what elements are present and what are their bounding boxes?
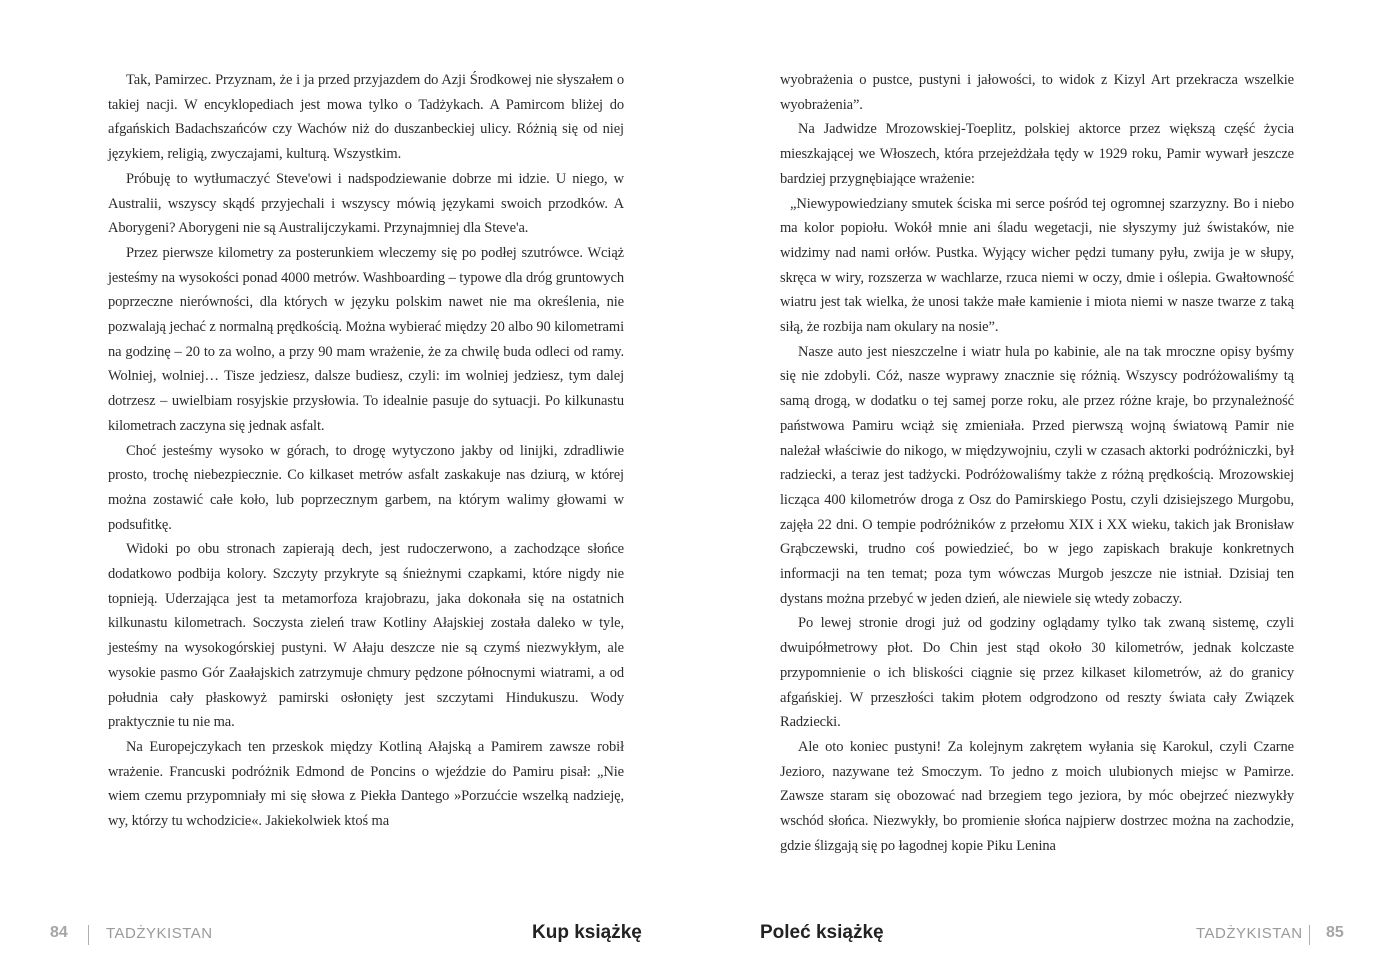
left-running-head: TADŻYKISTAN: [106, 925, 213, 942]
left-page-number: 84: [50, 924, 68, 941]
paragraph: Na Europejczykach ten przeskok między Kotliną Ałajską a Pamirem zawsze robił wrażenie. Francuski podróżnik Edmond de Poncins o wjeździe do Pamiru pisał: „Nie wiem czemu przypomniały mi się słowa z Piekła Dantego »Porzućcie wszelką nadzieję, wy, którzy tu wchodzicie«. Jakiekolwiek ktoś ma: [108, 738, 624, 830]
paragraph: Choć jesteśmy wysoko w górach, to drogę wytyczono jakby od linijki, zdradliwie prosto, trochę niebezpiecznie. Co kilkaset metrów asfalt zaskakuje nas dziurą, w której można zostawić całe koło, lub poprzecznym garbem, na którym walimy głowami w podsufitkę.: [108, 442, 624, 533]
left-page: [108, 68, 624, 834]
paragraph: Po lewej stronie drogi już od godziny oglądamy tylko tak zwaną sistemę, czyli dwuipółmetrowy płot. Do Chin jest stąd około 30 kilometrów, jednak kolczaste przypomnienie o ich bliskości ciągnie się przez kilkaset kilometrów, aż do granicy afgańskiej. W przeszłości takim płotem odgrodzono od reszty świata cały Związek Radziecki.: [780, 615, 1294, 731]
right-running-head: TADŻYKISTAN: [1196, 925, 1303, 942]
block-quote: „Niewypowiedziany smutek ściska mi serce pośród tej ogromnej szarzyzny. Bo i niebo ma kolor popiołu. Wokół mnie ani śladu wegetacji, nie słyszymy już świstaków, nie widzimy nad nami orłów. Pustka. Wyjący wicher pędzi tumany pyłu, zwija je w słupy, skręca w wiry, rozszerza w wachlarze, rzuca niemi w oczy, dmie i oślepia. Gwałtowność wiatru jest tak wielka, że unosi także małe kamienie i miota niemi w nasze twarze z taką siłą, że rozbija nam okulary na nosie”.: [780, 195, 1294, 336]
paragraph: Nasze auto jest nieszczelne i wiatr hula po kabinie, ale na tak mroczne opisy byśmy się nie zdobyli. Cóż, nasze wyprawy znacznie się różnią. Wszyscy podróżowaliśmy tą samą drogą, w dodatku o tej samej porze roku, ale przez różne kraje, bo przynależność państwowa Pamiru wciąż się zmieniała. Przed pierwszą wojną światową Pamir nie należał właściwie do nikogo, w międzywojniu, czyli w czasach aktorki podróżniczki, był radziecki, a teraz jest tadżycki. Podróżowaliśmy także z różną prędkością. Mrozowskiej licząca 400 kilometrów droga z Osz do Pamirskiego Postu, czyli dzisiejszego Murgobu, zajęła 22 dni. O tempie podróżników z przełomu XIX i XX wieku, takich jak Bronisław Grąbczewski, trudno coś powiedzieć, bo w jego zapiskach brakuje konkretnych informacji na ten temat; poza tym wówczas Murgob jeszcze nie istniał. Dzisiaj ten dystans można przebyć w jeden dzień, ale niewiele się wtedy zobaczy.: [780, 343, 1294, 607]
paragraph: Przez pierwsze kilometry za posterunkiem wleczemy się po podłej szutrówce. Wciąż jesteśmy na wysokości ponad 4000 metrów. Washboarding – typowe dla dróg gruntowych poprzeczne nierówności, dla których w języku polskim nawet nie ma określenia, nie pozwalają jechać z normalną prędkością. Można wybierać między 20 albo 90 kilometrami na godzinę – 20 to za wolno, a przy 90 mam wrażenie, że za chwilę buda odleci od ramy. Wolniej, wolniej… Tisze jedziesz, dalsze budiesz, czyli: im wolniej jedziesz, tym dalej dotrzesz – uwielbiam rosyjskie przysłowia. To idealnie pasuje do sytuacji. Po kilkunastu kilometrach zaczyna się jednak asfalt.: [108, 244, 624, 434]
paragraph: Tak, Pamirzec. Przyznam, że i ja przed przyjazdem do Azji Środkowej nie słyszałem o takiej nacji. W encyklopediach jest mowa tylko o Tadżykach. A Pamircom bliżej do afgańskich Badachszańców czy Wachów niż do duszanbeckiej ulicy. Różnią się od niej językiem, religią, zwyczajami, kulturą. Wszystkim.: [108, 72, 624, 163]
right-page-number: 85: [1326, 924, 1344, 941]
paragraph: wyobrażenia o pustce, pustyni i jałowości, to widok z Kizyl Art przekracza wszelkie wyobrażenia”.: [780, 72, 1294, 113]
recommend-book-button[interactable]: Poleć książkę: [760, 922, 884, 943]
paragraph: Ale oto koniec pustyni! Za kolejnym zakrętem wyłania się Karokul, czyli Czarne Jezioro, nazywane też Smoczym. To jedno z moich ulubionych miejsc w Pamirze. Zawsze staram się obozować nad brzegiem tego jeziora, by móc obejrzeć niezwykły wschód słońca. Niezwykły, bo promienie słońca najpierw dostrzec można na zachodzie, gdzie ślizgają się po łagodnej kopie Piku Lenina: [780, 738, 1294, 854]
paragraph: Widoki po obu stronach zapierają dech, jest rudoczerwono, a zachodzące słońce dodatkowo podbija kolory. Szczyty przykryte są śnieżnymi czapkami, które nigdy nie topnieją. Uderzająca jest ta metamorfoza krajobrazu, jaka dokonała się na ostatnich kilkunastu kilometrach. Soczysta zieleń traw Kotliny Ałajskiej została daleko w tyle, jesteśmy na wysokogórskiej pustyni. W Ałaju deszcze nie są czymś niezwykłym, ale wysokie pasmo Gór Zaałajskich zatrzymuje chmury pędzone północnymi wiatrami, a od południa cały płaskowyż pamirski osłonięty jest szczytami Hindukuszu. Wody praktycznie tu nie ma.: [108, 541, 624, 731]
paragraph: Na Jadwidze Mrozowskiej-Toeplitz, polskiej aktorce przez większą część życia mieszkającej we Włoszech, która przejeżdżała tędy w 1929 roku, Pamir wywarł jeszcze bardziej przygnębiające wrażenie:: [780, 121, 1294, 187]
left-divider: [88, 925, 89, 945]
page-footer: [0, 918, 1400, 948]
right-page: [780, 68, 1294, 859]
right-divider: [1309, 925, 1310, 945]
paragraph: Próbuję to wytłumaczyć Steve'owi i nadspodziewanie dobrze mi idzie. U niego, w Australii, wszyscy skądś przyjechali i wszyscy mówią językami swoich przodków. A Aborygeni? Aborygeni nie są Australijczykami. Przynajmniej dla Steve'a.: [108, 170, 624, 237]
buy-book-button[interactable]: Kup książkę: [532, 922, 642, 943]
